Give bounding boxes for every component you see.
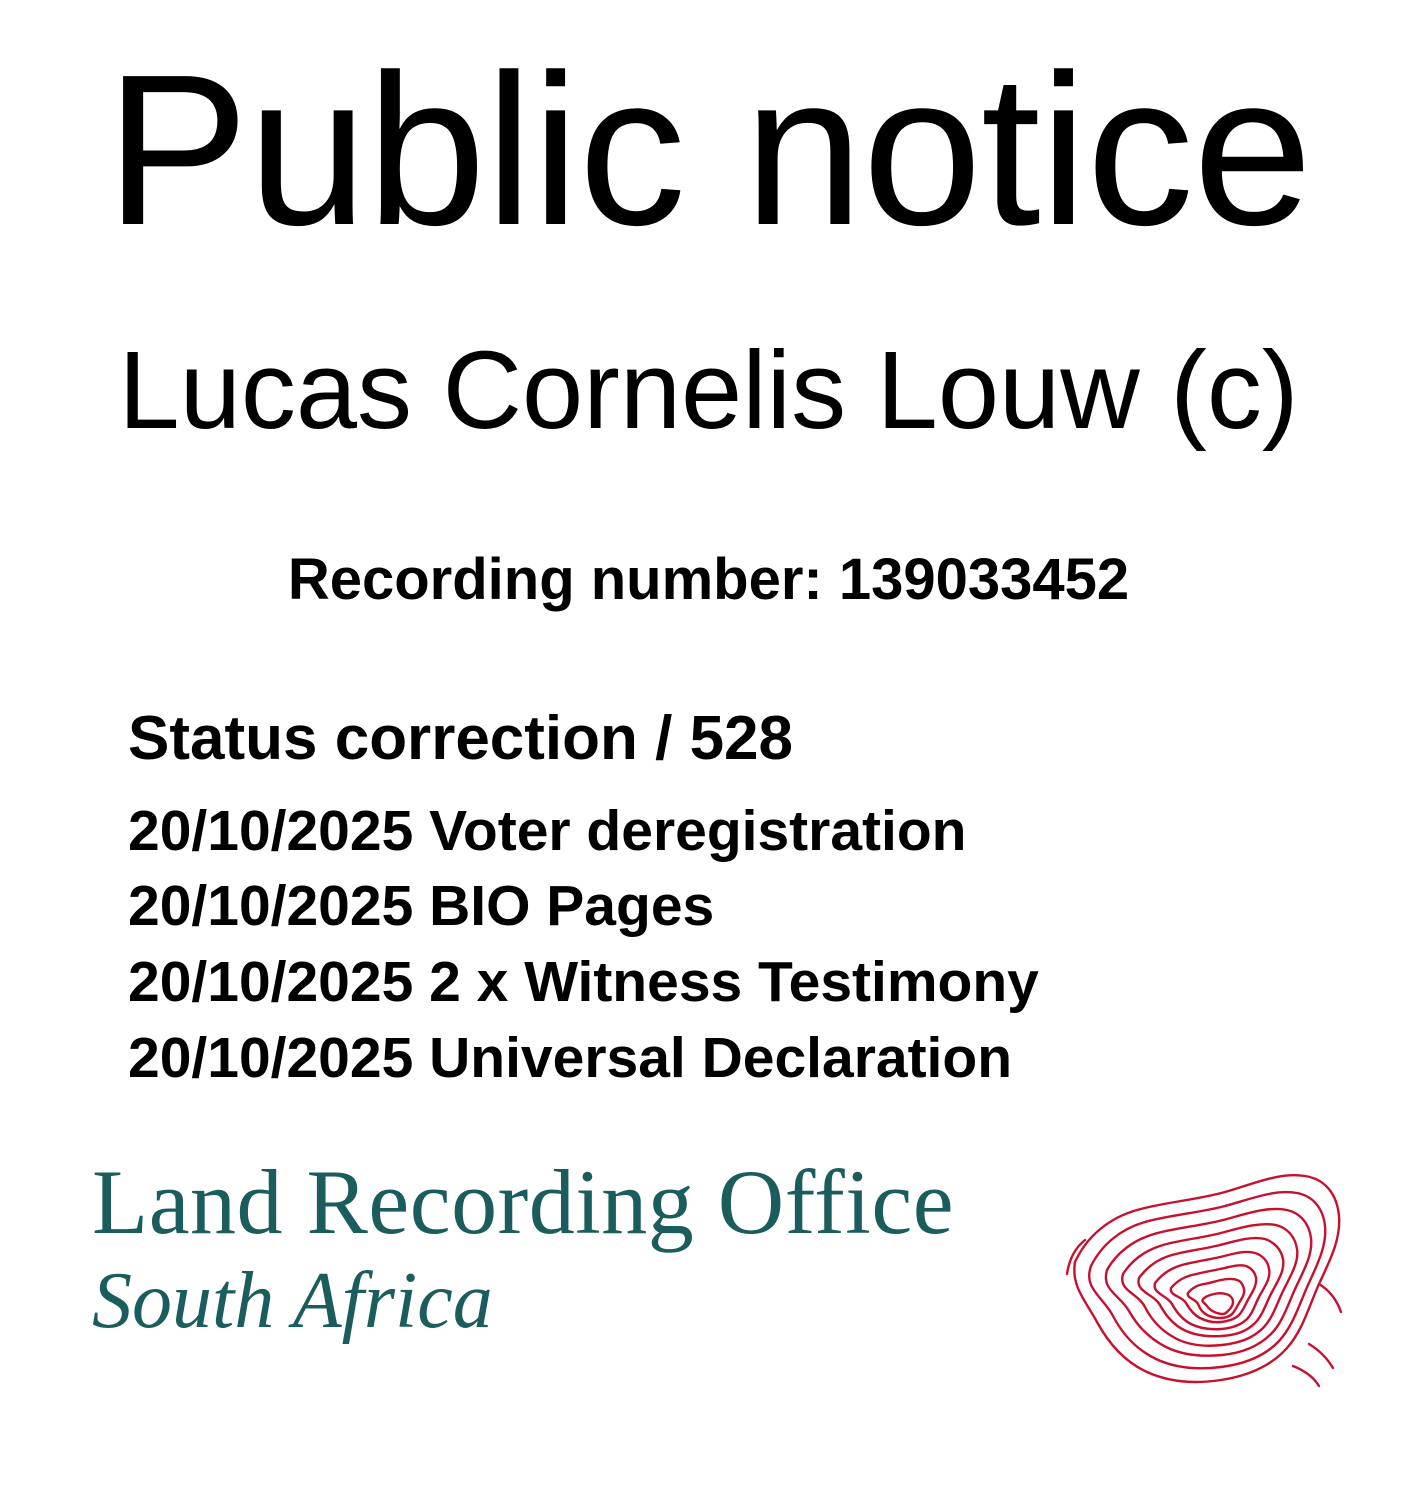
organization-name — [92, 1151, 1092, 1345]
organization-name-primary: Land Recording Office — [92, 1151, 955, 1253]
notice-details — [128, 700, 1308, 1097]
footer-branding — [0, 1151, 1417, 1454]
notice-entry: 20/10/2025 BIO Pages — [128, 874, 715, 939]
south-africa-fingerprint-map-icon — [1057, 1144, 1357, 1434]
page-title: Public notice — [105, 29, 1312, 270]
recording-number: Recording number: 139033452 — [287, 547, 1130, 612]
notice-entry: 20/10/2025 2 x Witness Testimony — [128, 950, 1039, 1015]
notice-entry: 20/10/2025 Voter deregistration — [128, 798, 967, 863]
organization-name-secondary: South Africa — [92, 1256, 493, 1345]
notice-entry: 20/10/2025 Universal Declaration — [128, 1025, 1013, 1090]
notice-subject-name: Lucas Cornelis Louw (c) — [118, 329, 1299, 452]
status-correction-line: Status correction / 528 — [128, 704, 794, 773]
